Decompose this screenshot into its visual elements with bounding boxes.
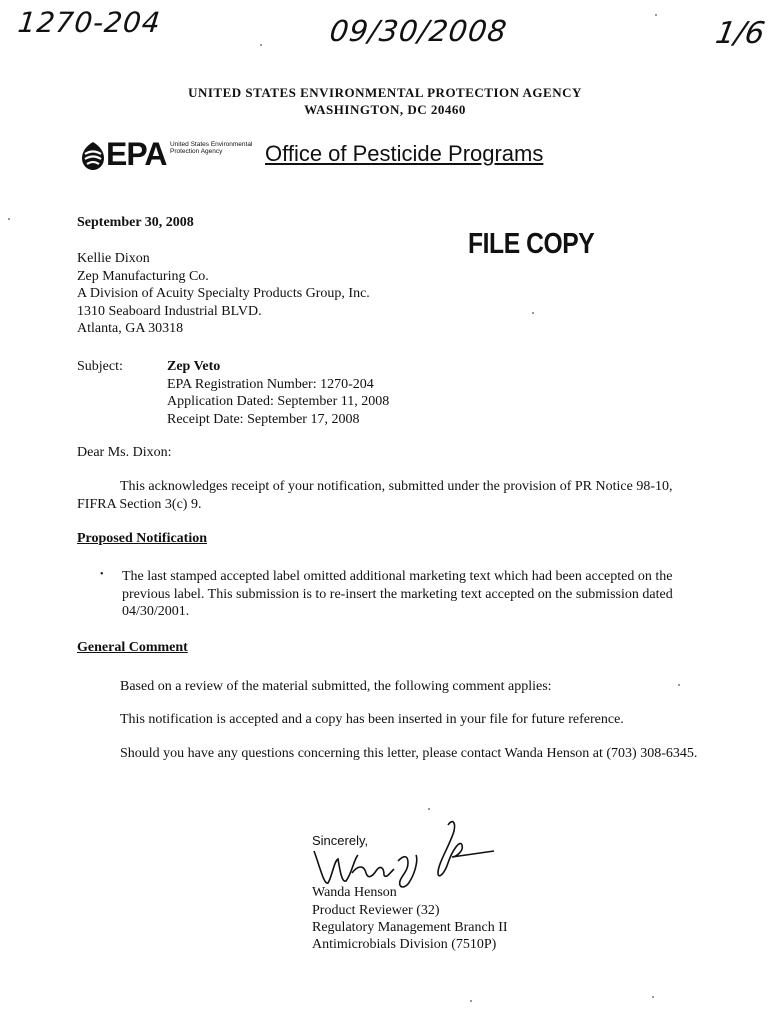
recipient-name: Kellie Dixon (77, 251, 150, 266)
subject-block (167, 358, 389, 428)
signer-division: Antimicrobials Division (7510P) (312, 937, 497, 952)
file-copy-stamp: FILE COPY (468, 228, 595, 260)
proposed-notification-heading: Proposed Notification (77, 531, 208, 546)
closing: Sincerely, (312, 833, 369, 848)
signer-name: Wanda Henson (312, 885, 397, 900)
general-comment-heading: General Comment (77, 640, 188, 655)
salutation: Dear Ms. Dixon: (77, 445, 172, 460)
scan-speck (428, 808, 430, 810)
agency-header (0, 84, 770, 118)
recipient-city: Atlanta, GA 30318 (77, 321, 184, 336)
scan-speck (678, 684, 680, 686)
proposed-notification-text: The last stamped accepted label omitted additional marketing text which had been accepted on the previous label. This submission is to re-insert the marketing text accepted on the submission dated 04/30/2001. (122, 569, 673, 619)
letter-date: September 30, 2008 (77, 215, 194, 230)
agency-address: WASHINGTON, DC 20460 (304, 102, 466, 117)
recipient-division: A Division of Acuity Specialty Products Group, Inc. (77, 286, 370, 301)
subject-title: Zep Veto (167, 359, 221, 374)
scan-speck (652, 996, 654, 998)
signer-details (312, 902, 508, 953)
epa-logo-icon (80, 140, 106, 177)
scan-speck (470, 1000, 472, 1002)
general-comment-paragraph-3: Should you have any questions concerning this letter, please contact Wanda Henson at (703) 308-6345. (120, 746, 698, 761)
office-title: Office of Pesticide Programs (265, 141, 544, 166)
epa-logo-subtext: United States Environmental Protection Agency (170, 141, 253, 155)
bullet-marker: • (100, 569, 104, 580)
scan-speck (8, 218, 10, 220)
signer-title: Product Reviewer (32) (312, 903, 440, 918)
agency-name: UNITED STATES ENVIRONMENTAL PROTECTION AGENCY (188, 85, 582, 100)
recipient-company: Zep Manufacturing Co. (77, 268, 209, 284)
scan-speck (532, 312, 534, 314)
scan-speck (655, 14, 657, 16)
subject-label: Subject: (77, 359, 123, 374)
subject-application-date: Application Dated: September 11, 2008 (167, 394, 390, 409)
recipient-address (77, 250, 370, 338)
scan-speck (260, 44, 262, 46)
handwritten-page-number: 1/6 (712, 16, 768, 51)
general-comment-paragraph-1: Based on a review of the material submitted, the following comment applies: (120, 679, 552, 694)
subject-registration: EPA Registration Number: 1270-204 (167, 376, 374, 392)
general-comment-paragraph-2: This notification is accepted and a copy has been inserted in your file for future reference. (120, 712, 624, 727)
handwritten-registration-number: 1270-204 (16, 6, 163, 39)
recipient-street: 1310 Seaboard Industrial BLVD. (77, 303, 262, 319)
epa-logo-text: EPA (106, 136, 167, 172)
signer-branch: Regulatory Management Branch II (312, 920, 508, 935)
intro-paragraph: This acknowledges receipt of your notification, submitted under the provision of PR Notice 98-10, FIFRA Section 3(c) 9. (77, 479, 673, 512)
handwritten-date: 09/30/2008 (327, 14, 510, 48)
subject-receipt-date: Receipt Date: September 17, 2008 (167, 411, 360, 427)
